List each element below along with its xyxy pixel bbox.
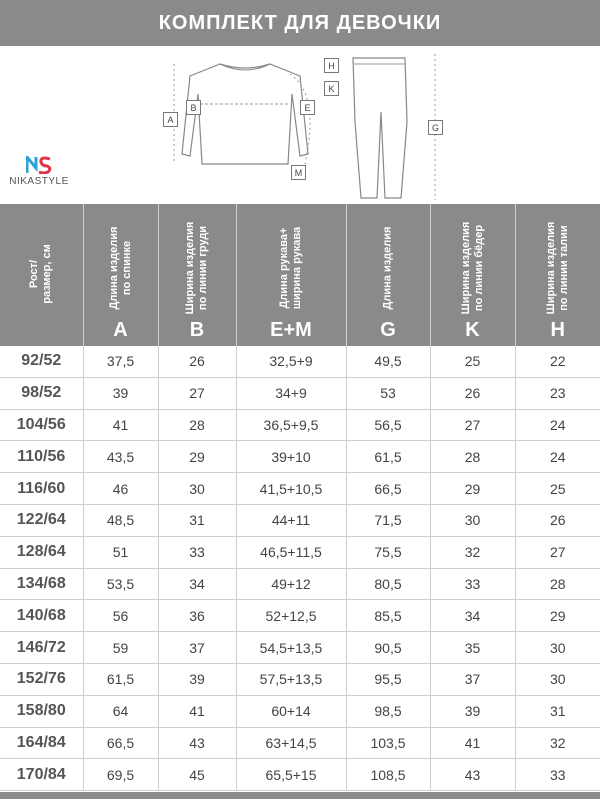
measurement-cell: 24 [515, 441, 600, 473]
column-header-em: Длина рукава+ ширина рукава E+M [236, 204, 346, 346]
measurement-cell: 34 [430, 600, 515, 632]
table-row [0, 759, 600, 791]
title-text: КОМПЛЕКТ ДЛЯ ДЕВОЧКИ [158, 11, 442, 34]
size-cell: 122/64 [0, 504, 83, 536]
measurement-cell: 26 [515, 504, 600, 536]
table-row [0, 473, 600, 505]
measurement-cell: 28 [430, 441, 515, 473]
size-cell: 158/80 [0, 695, 83, 727]
size-cell: 110/56 [0, 441, 83, 473]
table-row [0, 441, 600, 473]
measurement-cell: 29 [515, 600, 600, 632]
measurement-cell: 52+12,5 [236, 600, 346, 632]
table-row [0, 632, 600, 664]
measurement-cell: 41 [430, 727, 515, 759]
size-cell: 146/72 [0, 632, 83, 664]
measurement-cell: 37,5 [83, 346, 158, 377]
table-row [0, 409, 600, 441]
measurement-cell: 108,5 [346, 759, 430, 791]
measurement-cell: 103,5 [346, 727, 430, 759]
brand-logo [8, 156, 70, 187]
measurement-cell: 51 [83, 536, 158, 568]
measurement-cell: 33 [430, 568, 515, 600]
measurement-cell: 64 [83, 695, 158, 727]
diagram-label-g: G [428, 120, 443, 135]
measurement-cell: 29 [158, 441, 236, 473]
measurement-cell: 37 [430, 663, 515, 695]
size-cell: 98/52 [0, 377, 83, 409]
measurement-cell: 28 [158, 409, 236, 441]
nikastyle-logo-icon [26, 156, 52, 174]
measurement-cell: 66,5 [346, 473, 430, 505]
measurement-cell: 26 [158, 346, 236, 377]
measurement-cell: 43 [430, 759, 515, 791]
measurement-cell: 37 [158, 632, 236, 664]
measurement-cell: 30 [515, 663, 600, 695]
measurement-cell: 63+14,5 [236, 727, 346, 759]
diagram-label-h: H [324, 58, 339, 73]
table-row [0, 346, 600, 377]
column-header-h: Ширина изделия по линии талии H [515, 204, 600, 346]
measurement-cell: 34 [158, 568, 236, 600]
table-row [0, 377, 600, 409]
table-body [0, 346, 600, 791]
measurement-cell: 98,5 [346, 695, 430, 727]
column-header-size: Рост/ размер, см [0, 204, 83, 346]
measurement-cell: 36,5+9,5 [236, 409, 346, 441]
measurement-cell: 32,5+9 [236, 346, 346, 377]
size-cell: 152/76 [0, 663, 83, 695]
measurement-cell: 25 [515, 473, 600, 505]
diagram-label-b: B [186, 100, 201, 115]
measurement-cell: 53,5 [83, 568, 158, 600]
measurement-cell: 56 [83, 600, 158, 632]
measurement-cell: 95,5 [346, 663, 430, 695]
measurement-cell: 65,5+15 [236, 759, 346, 791]
size-cell: 164/84 [0, 727, 83, 759]
measurement-cell: 39 [158, 663, 236, 695]
measurement-cell: 33 [515, 759, 600, 791]
table-row [0, 727, 600, 759]
bottom-strip [0, 792, 600, 799]
size-cell: 104/56 [0, 409, 83, 441]
measurement-cell: 71,5 [346, 504, 430, 536]
size-cell: 128/64 [0, 536, 83, 568]
measurement-cell: 24 [515, 409, 600, 441]
size-cell: 92/52 [0, 346, 83, 377]
table-row [0, 536, 600, 568]
measurement-cell: 27 [430, 409, 515, 441]
measurement-cell: 60+14 [236, 695, 346, 727]
size-cell: 140/68 [0, 600, 83, 632]
measurement-cell: 57,5+13,5 [236, 663, 346, 695]
measurement-cell: 69,5 [83, 759, 158, 791]
table-row [0, 600, 600, 632]
column-header-a: Длина изделия по спинке A [83, 204, 158, 346]
measurement-cell: 39 [83, 377, 158, 409]
pants-drawing [345, 52, 415, 202]
measurement-cell: 66,5 [83, 727, 158, 759]
measurement-cell: 23 [515, 377, 600, 409]
measurement-cell: 43 [158, 727, 236, 759]
measurement-cell: 32 [430, 536, 515, 568]
measurement-cell: 54,5+13,5 [236, 632, 346, 664]
diagram-label-k: K [324, 81, 339, 96]
column-header-b: Ширина изделия по линии груди B [158, 204, 236, 346]
table-row [0, 695, 600, 727]
measurement-cell: 30 [515, 632, 600, 664]
measurement-cell: 80,5 [346, 568, 430, 600]
measurement-cell: 28 [515, 568, 600, 600]
diagram-label-e: E [300, 100, 315, 115]
measurement-cell: 41,5+10,5 [236, 473, 346, 505]
measurement-cell: 39+10 [236, 441, 346, 473]
measurement-cell: 33 [158, 536, 236, 568]
column-header-g: Длина изделия G [346, 204, 430, 346]
measurement-cell: 29 [430, 473, 515, 505]
diagram-label-a: A [163, 112, 178, 127]
measurement-cell: 22 [515, 346, 600, 377]
measurement-cell: 46 [83, 473, 158, 505]
measurement-cell: 59 [83, 632, 158, 664]
measurement-cell: 45 [158, 759, 236, 791]
measurement-cell: 90,5 [346, 632, 430, 664]
brand-name: NIKASTYLE [9, 176, 69, 187]
size-cell: 134/68 [0, 568, 83, 600]
diagram-label-m: M [291, 165, 306, 180]
measurement-cell: 44+11 [236, 504, 346, 536]
garment-diagram [0, 46, 600, 204]
measurement-cell: 75,5 [346, 536, 430, 568]
measurement-cell: 35 [430, 632, 515, 664]
measurement-cell: 43,5 [83, 441, 158, 473]
measurement-cell: 25 [430, 346, 515, 377]
measurement-cell: 31 [515, 695, 600, 727]
measurement-cell: 32 [515, 727, 600, 759]
table-row [0, 663, 600, 695]
table-row [0, 504, 600, 536]
measurement-cell: 34+9 [236, 377, 346, 409]
measurement-cell: 61,5 [346, 441, 430, 473]
measurement-cell: 39 [430, 695, 515, 727]
size-table [0, 204, 600, 791]
measurement-cell: 41 [158, 695, 236, 727]
page-title [0, 0, 600, 46]
measurement-cell: 53 [346, 377, 430, 409]
header-row [0, 204, 600, 346]
measurement-cell: 41 [83, 409, 158, 441]
measurement-cell: 49+12 [236, 568, 346, 600]
measurement-cell: 85,5 [346, 600, 430, 632]
measurement-cell: 61,5 [83, 663, 158, 695]
measurement-cell: 36 [158, 600, 236, 632]
measurement-cell: 31 [158, 504, 236, 536]
measurement-cell: 49,5 [346, 346, 430, 377]
measurement-cell: 48,5 [83, 504, 158, 536]
size-cell: 170/84 [0, 759, 83, 791]
measurement-cell: 27 [515, 536, 600, 568]
size-cell: 116/60 [0, 473, 83, 505]
table-row [0, 568, 600, 600]
column-header-k: Ширина изделия по линии бёдер K [430, 204, 515, 346]
measurement-cell: 27 [158, 377, 236, 409]
measurement-cell: 46,5+11,5 [236, 536, 346, 568]
measurement-cell: 26 [430, 377, 515, 409]
measurement-cell: 30 [430, 504, 515, 536]
measurement-cell: 30 [158, 473, 236, 505]
measurement-cell: 56,5 [346, 409, 430, 441]
